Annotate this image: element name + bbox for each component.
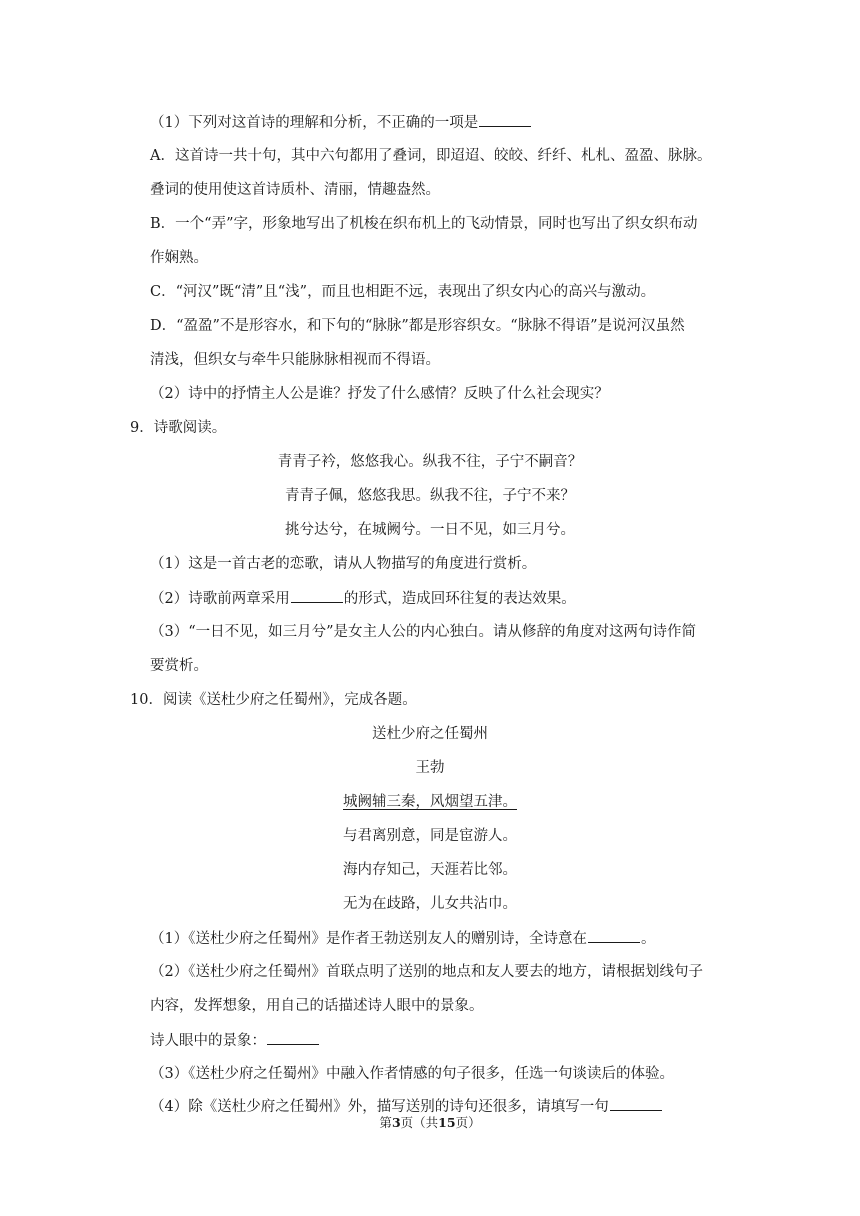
question-8-part-2: （2）诗中的抒情主人公是谁？抒发了什么感情？反映了什么社会现实？ xyxy=(150,386,609,402)
answer-blank xyxy=(291,588,343,603)
question-8-part-1: （1）下列对这首诗的理解和分析，不正确的一项是 xyxy=(150,112,532,133)
question-10-part-3: （3）《送杜少府之任蜀州》中融入作者情感的句子很多，任选一句谈读后的体验。 xyxy=(150,1066,674,1082)
question-9-part-3-line-1: （3）“一日不见，如三月兮”是女主人公的内心独白。请从修辞的角度对这两句诗作简 xyxy=(150,624,697,640)
page-total: 15 xyxy=(438,1115,456,1130)
option-d-line-1: D．“盈盈”不是形容水，和下句的“脉脉”都是形容织女。“脉脉不得语”是说河汉虽然 xyxy=(150,318,685,334)
answer-blank xyxy=(267,1030,319,1045)
poem-10-line-3: 海内存知己，天涯若比邻。 xyxy=(343,862,517,878)
answer-blank xyxy=(479,112,531,127)
question-9-part-2: （2）诗歌前两章采用 的形式，造成回环往复的表达效果。 xyxy=(150,588,576,609)
answer-blank xyxy=(588,928,640,943)
underlined-line: 城阙辅三秦，风烟望五津。 xyxy=(343,794,517,810)
poem-9-line-2: 青青子佩，悠悠我思。纵我不往，子宁不来？ xyxy=(285,488,575,504)
poem-10-line-1 xyxy=(0,792,860,812)
poem-9-line-1: 青青子衿，悠悠我心。纵我不往，子宁不嗣音？ xyxy=(277,454,583,470)
question-10-part-4: （4）除《送杜少府之任蜀州》外，描写送别的诗句还很多，请填写一句 xyxy=(150,1096,663,1117)
poem-10-author: 王勃 xyxy=(415,760,445,776)
option-b-line-1: B．一个“弄”字，形象地写出了机梭在织布机上的飞动情景，同时也写出了织女织布动 xyxy=(150,216,698,232)
question-10-part-1: （1）《送杜少府之任蜀州》是作者王勃送别友人的赠别诗，全诗意在 。 xyxy=(150,928,655,949)
option-b-line-2: 作娴熟。 xyxy=(150,250,208,266)
answer-blank xyxy=(610,1096,662,1111)
option-a-line-1: A．这首诗一共十句，其中六句都用了叠词，即迢迢、皎皎、纤纤、札札、盈盈、脉脉。 xyxy=(150,148,712,164)
poem-10-line-4: 无为在歧路，儿女共沾巾。 xyxy=(343,896,517,912)
poem-10-line-2: 与君离别意，同是宦游人。 xyxy=(343,828,517,844)
option-c-line-1: C．“河汉”既“清”且“浅”，而且也相距不远，表现出了织女内心的高兴与激动。 xyxy=(150,284,656,300)
poem-9-line-3: 挑兮达兮，在城阙兮。一日不见，如三月兮。 xyxy=(285,522,575,538)
question-10-part-2-line-2: 内容，发挥想象，用自己的话描述诗人眼中的景象。 xyxy=(150,998,484,1014)
question-9-part-3-line-2: 要赏析。 xyxy=(150,658,208,674)
option-d-line-2: 清浅，但织女与牵牛只能脉脉相视而不得语。 xyxy=(150,352,440,368)
option-a-line-2: 叠词的使用使这首诗质朴、清丽，情趣盎然。 xyxy=(150,182,440,198)
question-10-part-2-line-1: （2）《送杜少府之任蜀州》首联点明了送别的地点和友人要去的地方，请根据划线句子 xyxy=(150,964,703,980)
question-10-heading: 10．阅读《送杜少府之任蜀州》，完成各题。 xyxy=(130,692,417,708)
question-9-part-1: （1）这是一首古老的恋歌，请从人物描写的角度进行赏析。 xyxy=(150,556,537,572)
page-footer: 第3页（共15页） xyxy=(379,1115,481,1130)
question-10-part-2-answer: 诗人眼中的景象： xyxy=(150,1030,320,1051)
page-number: 3 xyxy=(391,1115,401,1130)
question-9-heading: 9．诗歌阅读。 xyxy=(130,420,227,436)
poem-10-title: 送杜少府之任蜀州 xyxy=(372,726,488,742)
